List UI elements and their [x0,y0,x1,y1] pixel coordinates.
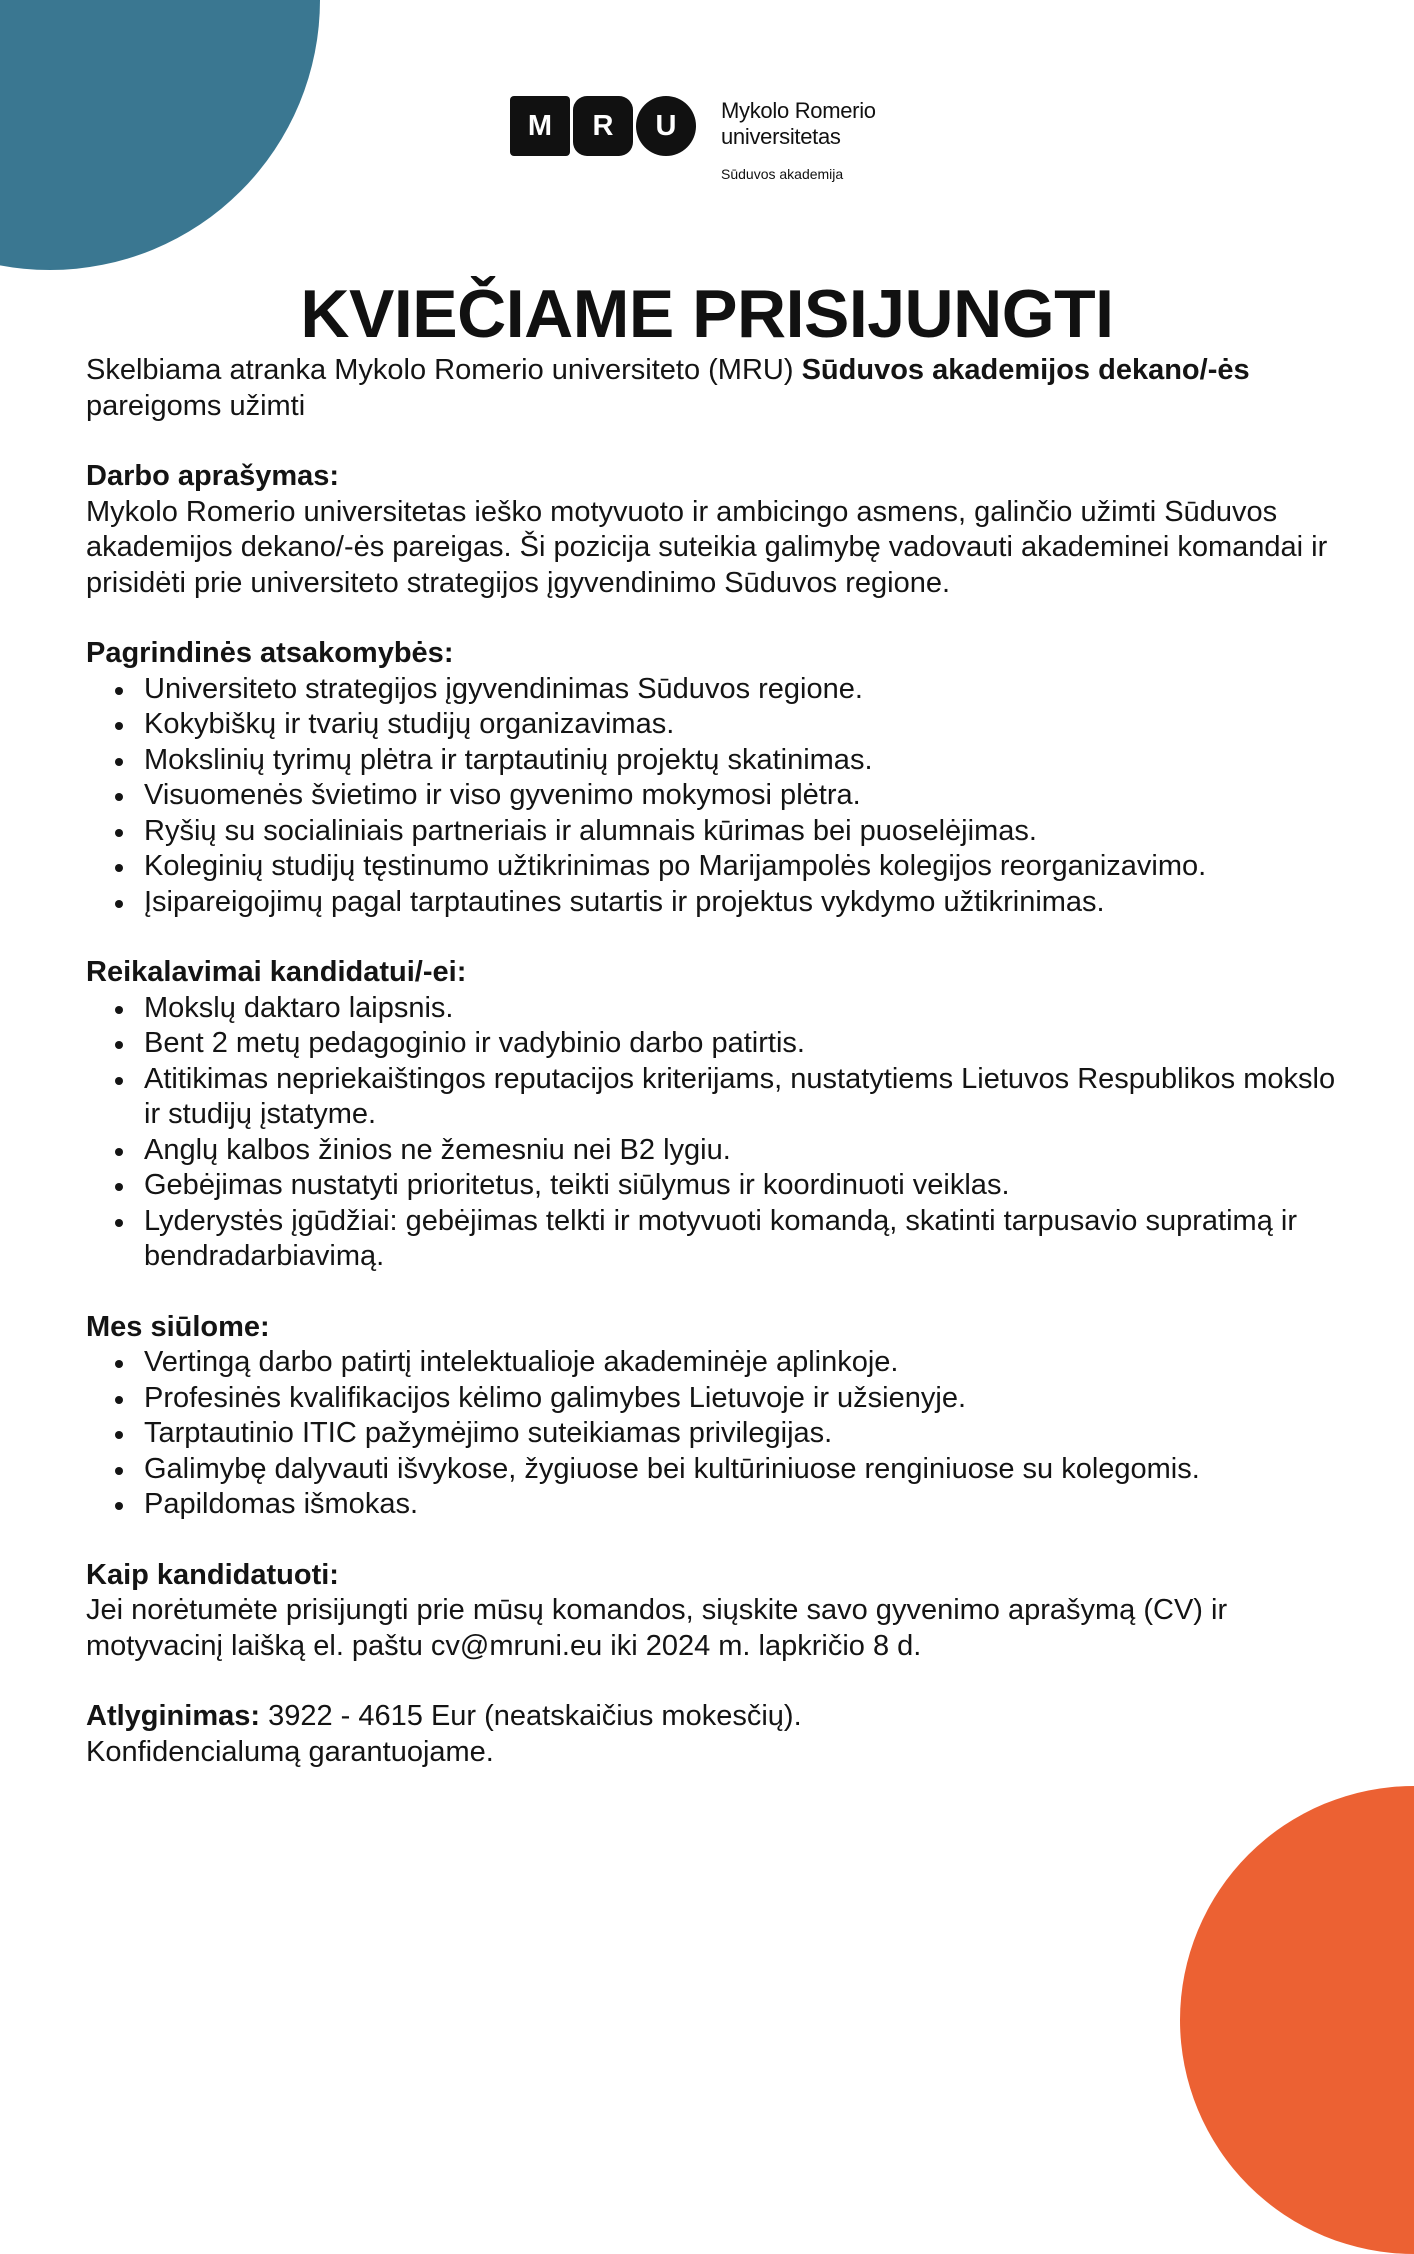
intro-position: Sūduvos akademijos dekano/-ės [801,354,1250,386]
mru-logo [510,96,930,186]
salary-value: 3922 - 4615 Eur (neatskaičius mokesčių). [260,1700,802,1732]
responsibilities-heading: Pagrindinės atsakomybės: [86,637,454,669]
academy-name: Sūduvos akademija [721,166,844,182]
decorative-circle-bottom-right [1180,1786,1414,2254]
requirements-list [86,991,1336,1275]
list-item: Profesinės kvalifikacijos kėlimo galimybes Lietuvoje ir užsienyje. [144,1381,1336,1417]
list-item: Universiteto strategijos įgyvendinimas Sūduvos regione. [144,672,1336,708]
salary-label: Atlyginimas: [86,1700,261,1732]
list-item: Atitikimas nepriekaištingos reputacijos kriterijams, nustatytiems Lietuvos Respublikos mokslo ir studijų įstatyme. [144,1062,1336,1133]
salary-line [86,1699,1336,1735]
requirements-heading: Reikalavimai kandidatui/-ei: [86,956,467,988]
apply-text: Jei norėtumėte prisijungti prie mūsų komandos, siųskite savo gyvenimo aprašymą (CV) ir motyvacinį laišką el. paštu cv@mruni.eu iki 2024 m. lapkričio 8 d. [86,1594,1228,1662]
list-item: Mokslų daktaro laipsnis. [144,991,1336,1027]
list-item: Vertingą darbo patirtį intelektualioje akademinėje aplinkoje. [144,1345,1336,1381]
university-name [721,98,876,150]
logo-letter-u: U [636,96,696,156]
intro-prefix: Skelbiama atranka Mykolo Romerio universiteto (MRU) [86,354,802,386]
page-title: KVIEČIAME PRISIJUNGTI [300,275,1114,352]
list-item: Kokybiškų ir tvarių studijų organizavimas. [144,707,1336,743]
list-item: Įsipareigojimų pagal tarptautines sutartis ir projektus vykdymo užtikrinimas. [144,885,1336,921]
list-item: Gebėjimas nustatyti prioritetus, teikti siūlymus ir koordinuoti veiklas. [144,1168,1336,1204]
list-item: Ryšių su socialiniais partneriais ir alumnais kūrimas bei puoselėjimas. [144,814,1336,850]
university-name-line1: Mykolo Romerio [721,98,876,123]
offer-list [86,1345,1336,1523]
logo-letter-r: R [573,96,633,156]
confidentiality-note: Konfidencialumą garantuojame. [86,1735,494,1768]
list-item: Lyderystės įgūdžiai: gebėjimas telkti ir motyvuoti komandą, skatinti tarpusavio supratimą ir bendradarbiavimą. [144,1204,1336,1275]
list-item: Bent 2 metų pedagoginio ir vadybinio darbo patirtis. [144,1026,1336,1062]
list-item: Visuomenės švietimo ir viso gyvenimo mokymosi plėtra. [144,778,1336,814]
announcement-body [86,353,1336,1770]
list-item: Anglų kalbos žinios ne žemesniu nei B2 lygiu. [144,1133,1336,1169]
responsibilities-list [86,672,1336,921]
intro-suffix: pareigoms užimti [86,389,306,422]
offer-heading: Mes siūlome: [86,1310,270,1343]
decorative-circle-top-left [0,0,320,270]
description-heading: Darbo aprašymas: [86,460,340,492]
logo-letter-m: M [510,96,570,156]
list-item: Galimybę dalyvauti išvykose, žygiuose bei kultūriniuose renginiuose su kolegomis. [144,1452,1336,1488]
list-item: Mokslinių tyrimų plėtra ir tarptautinių projektų skatinimas. [144,743,1336,779]
list-item: Koleginių studijų tęstinumo užtikrinimas po Marijampolės kolegijos reorganizavimo. [144,849,1336,885]
list-item: Papildomas išmokas. [144,1487,1336,1523]
list-item: Tarptautinio ITIC pažymėjimo suteikiamas privilegijas. [144,1416,1336,1452]
university-name-line2: universitetas [721,124,841,149]
intro-paragraph [86,353,1336,424]
description-text: Mykolo Romerio universitetas ieško motyvuoto ir ambicingo asmens, galinčio užimti Sūduvos akademijos dekano/-ės pareigas. Ši pozicija suteikia galimybę vadovauti akademinei komandai ir prisidėti prie universiteto strategijos įgyvendinimo Sūduvos regione. [86,495,1328,599]
apply-heading: Kaip kandidatuoti: [86,1558,339,1591]
